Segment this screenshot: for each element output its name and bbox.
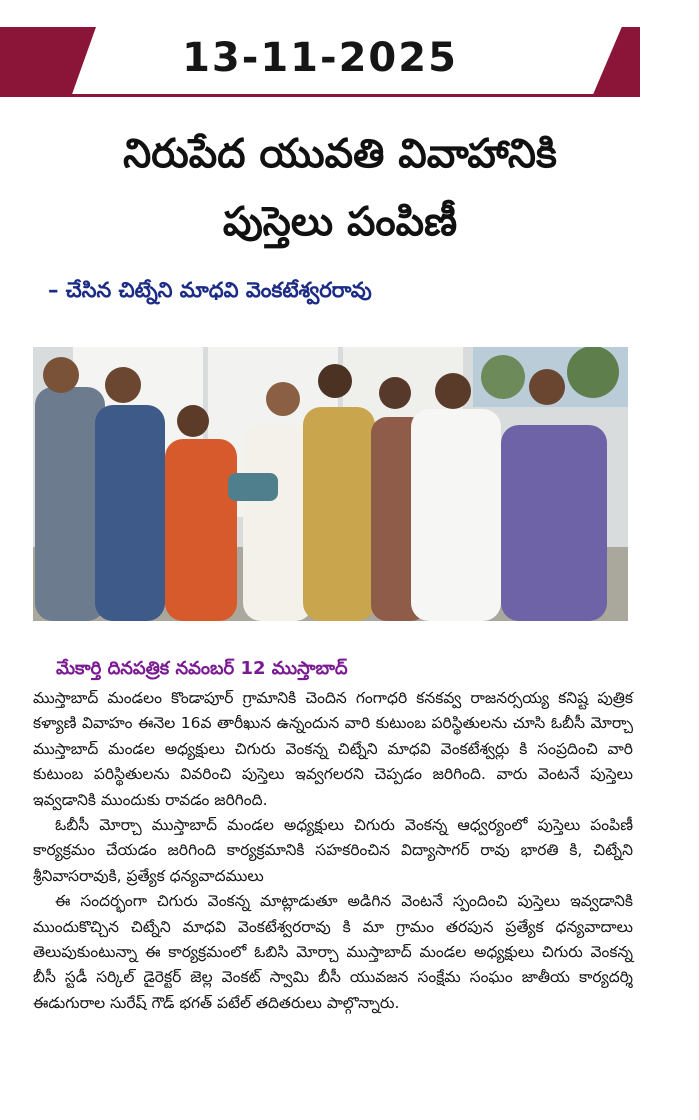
banner-underline bbox=[70, 94, 630, 97]
issue-date: 13-11-2025 bbox=[182, 35, 458, 81]
dateline: మేకార్తి దినపత్రిక నవంబర్ 12 ముస్తాబాద్ bbox=[56, 658, 348, 679]
article-paragraph-3: ఈ సందర్భంగా చిగురు వెంకన్న మాట్లాడుతూ అడిగిన వెంటనే స్పందించి పుస్తెలు ఇవ్వడానికి ముందుకొచ్చిన చిట్నేని మాధవి వెంకటేశ్వరరావు కి మా గ్రామం తరపున ప్రత్యేక ధన్యవాదాలు తెలుపుకుంటున్నా ఈ కార్యక్రమంలో ఓబిసి మోర్చా ముస్తాబాద్ మండల అధ్యక్షులు చిగురు వెంకన్న బీసీ స్టడీ సర్కిల్ డైరెక్టర్ జెల్ల వెంకట్ స్వామి బీసీ యువజన సంక్షేమ సంఘం జాతీయ కార్యదర్శి ఈడుగురాల సురేష్ గౌడ్ భగత్ పటేల్ తదితరులు పాల్గొన్నారు. bbox=[33, 892, 633, 1012]
article-paragraph-2: ఓబీసీ మోర్చా ముస్తాబాద్ మండల అధ్యక్షులు చిగురు వెంకన్న ఆధ్వర్యంలో పుస్తెలు పంపిణీ కార్యక్రమం చేయడం జరిగింది కార్యక్రమానికి సహకరించిన విద్యాసాగర్ రావు భారతి కి, చిట్నేని శ్రీనివాసరావుకి, ప్రత్యేక ధన్యవాదములు bbox=[33, 816, 633, 885]
byline: – చేసిన చిట్నేని మాధవి వెంకటేశ్వరరావు bbox=[48, 278, 372, 302]
headline-line-2: పుస్తెలు పంపిణీ bbox=[222, 199, 458, 245]
article-body bbox=[33, 686, 633, 1016]
date-banner bbox=[0, 27, 640, 97]
article-paragraph-1: ముస్తాబాద్ మండలం కొండాపూర్ గ్రామానికి చెందిన గంగాధరి కనకవ్వ రాజనర్సయ్య కనిష్ట పుత్రిక కళ్యాణి వివాహం ఈనెల 16వ తారీఖున ఉన్నందున వారి కుటుంబ పరిస్థితులను చూసి ఓబీసీ మోర్చా ముస్తాబాద్ మండల అధ్యక్షులు చిగురు వెంకన్న చిట్నేని మాధవి వెంకటేశ్వర్లు కి సంప్రదించి వారి కుటుంబ పరిస్థితులను వివరించి పుస్తెలు ఇవ్వగలరని చెప్పడం జరిగింది. వారు వెంటనే పుస్తెలు ఇవ్వడానికి ముందుకు రావడం జరిగింది. bbox=[33, 689, 633, 809]
news-photo bbox=[33, 347, 628, 621]
group-photo-illustration bbox=[33, 347, 628, 621]
headline bbox=[20, 120, 660, 256]
headline-line-1: నిరుపేద యువతి వివాహానికి bbox=[123, 131, 557, 177]
